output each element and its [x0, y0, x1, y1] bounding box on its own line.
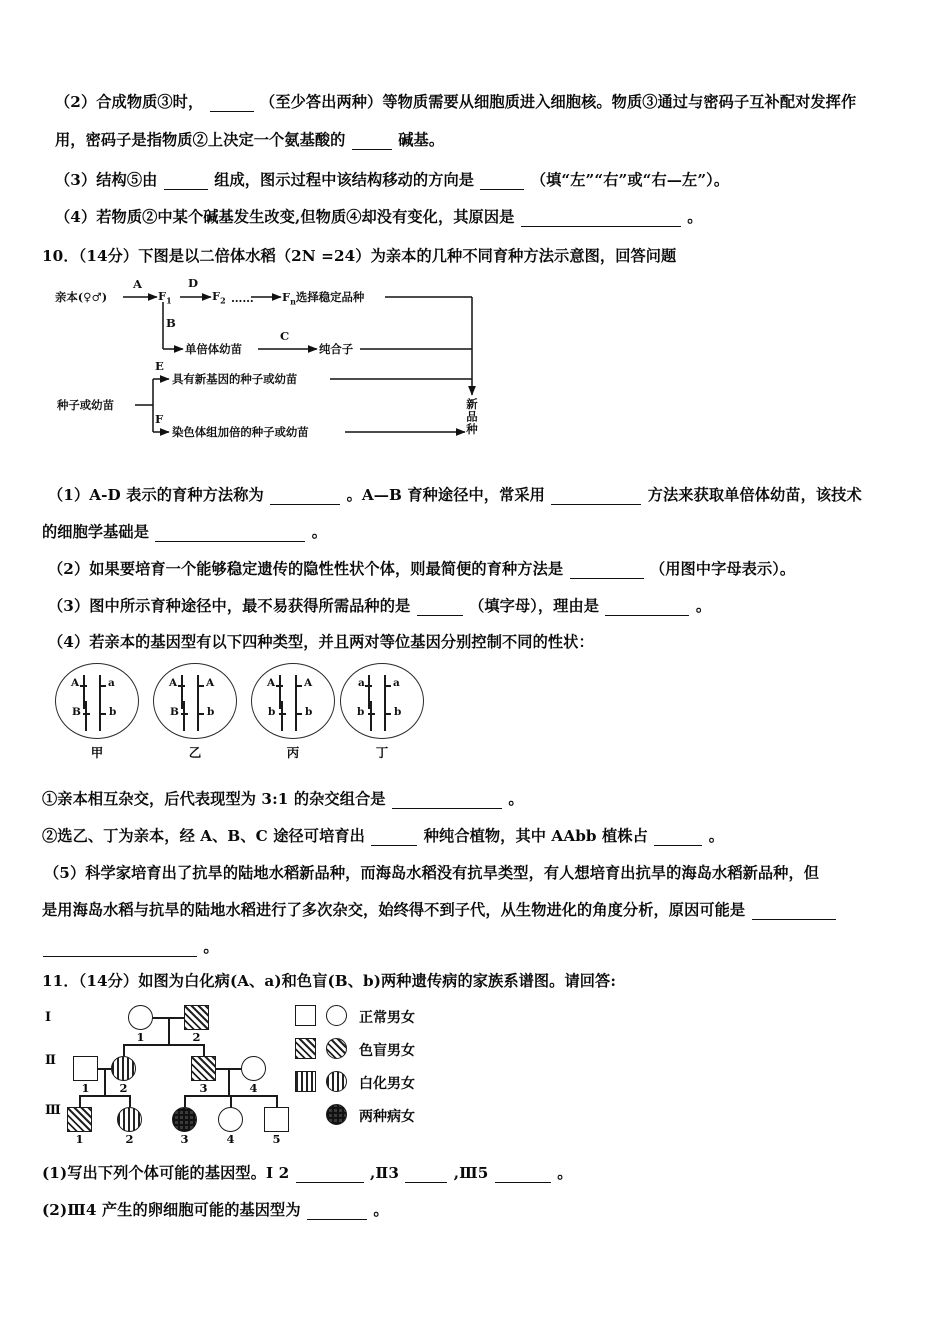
cell-caption: 乙: [188, 745, 202, 760]
chromatid: [370, 701, 372, 731]
pedigree-id-II-2: 2: [119, 1081, 128, 1095]
q11-item1-text-c: ,Ⅲ5: [453, 1164, 489, 1182]
q10-item5-line2: [42, 900, 837, 920]
allele-label: B: [170, 706, 179, 718]
diagram-arrow-e-label: E: [155, 359, 164, 373]
sibship-drop: [79, 1095, 81, 1107]
q10-stem: [42, 246, 676, 266]
diagram-seed-or-seedling: 种子或幼苗: [57, 398, 114, 412]
sibship-drop: [203, 1044, 205, 1056]
q10-sub2-text-b: 种纯合植物，其中 AAbb 植株占: [423, 827, 648, 845]
sibship-drop: [123, 1044, 125, 1056]
q11-item2-text-b: 。: [373, 1201, 389, 1219]
q11-item1-text-d: 。: [557, 1164, 573, 1182]
allele-label: b: [357, 706, 365, 718]
diagram-arrow-c-label: C: [280, 329, 290, 343]
legend-circle-albino: [326, 1071, 347, 1092]
answer-blank[interactable]: [521, 212, 681, 227]
chromatid: [281, 701, 283, 731]
pedigree-individual-I-2[interactable]: [184, 1005, 209, 1030]
chromosome-cell-yi: [153, 663, 241, 768]
chromatid: [85, 701, 87, 731]
centromere: [295, 713, 302, 715]
centromere: [197, 713, 204, 715]
diagram-fn: [282, 289, 364, 306]
answer-blank[interactable]: [296, 1168, 364, 1183]
chromosome-cell-ding: [340, 663, 428, 768]
chromosome-cell-diagrams: [55, 663, 455, 768]
pedigree-individual-I-1[interactable]: [128, 1005, 153, 1030]
legend-circle-both: [326, 1104, 347, 1125]
diagram-ellipsis: ……: [231, 291, 254, 305]
q9-item3: [55, 170, 729, 190]
q9-item3-text-b: 组成，图示过程中该结构移动的方向是: [214, 171, 475, 189]
sibship-drop: [129, 1095, 131, 1107]
legend-circle-normal: [326, 1005, 347, 1026]
centromere: [197, 685, 204, 687]
pedigree-individual-III-4[interactable]: [218, 1107, 243, 1132]
pedigree-id-I-1: 1: [136, 1030, 145, 1044]
cell-caption: 甲: [90, 745, 104, 760]
q9-item4-text-b: 。: [687, 208, 703, 226]
q10-item4-text: （4）若亲本的基因型有以下四种类型，并且两对等位基因分别控制不同的性状：: [48, 633, 594, 651]
answer-blank[interactable]: [164, 175, 208, 190]
answer-blank[interactable]: [43, 942, 197, 957]
generation-label-I: Ⅰ: [45, 1010, 52, 1025]
chromatid: [295, 701, 297, 731]
q10-item3-text-a: （3）图中所示育种途径中，最不易获得所需品种的是: [48, 597, 411, 615]
cell-membrane: [340, 663, 424, 739]
allele-label: B: [72, 706, 81, 718]
answer-blank[interactable]: [654, 831, 702, 846]
q10-item3-text-c: 。: [695, 597, 712, 615]
pedigree-id-III-2: 2: [125, 1132, 134, 1146]
centromere: [99, 713, 106, 715]
q10-sub1: [42, 789, 524, 809]
allele-label: a: [108, 677, 115, 689]
q10-item1-text-a: （1）A-D 表示的育种方法称为: [48, 486, 264, 504]
q10-sub1-text-b: 。: [508, 790, 524, 808]
q11-item2: [42, 1200, 389, 1220]
centromere: [178, 685, 185, 687]
cell-membrane: [153, 663, 237, 739]
chromatid: [183, 701, 185, 731]
q10-number: 10．: [42, 247, 79, 265]
answer-blank[interactable]: [352, 135, 392, 150]
pedigree-individual-III-5[interactable]: [264, 1107, 289, 1132]
allele-label: A: [206, 677, 215, 689]
generation-label-III: Ⅲ: [45, 1103, 61, 1118]
allele-label: b: [207, 706, 215, 718]
pedigree-id-III-4: 4: [226, 1132, 235, 1146]
allele-label: A: [304, 677, 313, 689]
diagram-haploid-seedling: 单倍体幼苗: [185, 342, 242, 356]
centromere: [99, 685, 106, 687]
f2-letter: F: [212, 289, 221, 303]
sibship-drop: [184, 1095, 186, 1107]
answer-blank[interactable]: [480, 175, 524, 190]
q9-item2-line2: [55, 130, 444, 150]
q11-number: 11．: [42, 972, 79, 990]
diagram-homozygote: 纯合子: [319, 342, 354, 356]
q10-item2-text-a: （2）如果要培育一个能够稳定遗传的隐性性状个体，则最简便的育种方法是: [48, 560, 564, 578]
pedigree-individual-III-3[interactable]: [172, 1107, 197, 1132]
chromatid: [384, 701, 386, 731]
chromatid: [197, 701, 199, 731]
diagram-arrow-a-label: A: [133, 277, 142, 291]
diagram-doubled-chromosome-seed: 染色体组加倍的种子或幼苗: [172, 425, 309, 439]
pedigree-id-I-2: 2: [192, 1030, 201, 1044]
answer-blank[interactable]: [270, 490, 340, 505]
allele-label: A: [71, 677, 80, 689]
q10-item3-text-b: （填字母），理由是: [469, 597, 600, 615]
q10-item1-text-b: 。A—B 育种途径中，常采用: [346, 486, 545, 504]
legend-label-colorblind: 色盲男女: [359, 1043, 415, 1059]
q11-stem-text: 如图为白化病(A、a)和色盲(B、b)两种遗传病的家族系谱图。请回答:: [138, 972, 617, 990]
pedigree-id-II-4: 4: [249, 1081, 258, 1095]
allele-label: a: [358, 677, 365, 689]
pedigree-individual-II-3[interactable]: [191, 1056, 216, 1081]
sibship-drop: [276, 1095, 278, 1107]
f1-subscript: 1: [166, 295, 172, 306]
descent-line: [168, 1017, 170, 1044]
q9-item2-text-c: 用，密码子是指物质②上决定一个氨基酸的: [55, 131, 346, 149]
sibship-drop: [230, 1095, 232, 1107]
centromere: [368, 713, 375, 715]
answer-blank[interactable]: [210, 97, 254, 112]
q11-item1: [42, 1163, 573, 1183]
q9-item3-text-c: （填“左”“右”或“右—左”）。: [530, 171, 730, 189]
q9-item4-text-a: （4）若物质②中某个碱基发生改变,但物质④却没有变化，其原因是: [55, 208, 515, 226]
centromere: [384, 685, 391, 687]
diagram-stable-variety-text: 选择稳定品种: [295, 290, 365, 304]
centromere: [276, 685, 283, 687]
legend-label-both: 两种病女: [359, 1109, 415, 1125]
allele-label: a: [393, 677, 400, 689]
pedigree-id-II-1: 1: [81, 1081, 90, 1095]
diagram-arrow-b-label: B: [166, 316, 176, 330]
allele-label: b: [305, 706, 313, 718]
q10-item1-text-e: 。: [311, 523, 328, 541]
q10-item2-text-b: （用图中字母表示）。: [649, 560, 796, 578]
q10-sub2: [42, 826, 724, 846]
q10-item5-line3: [42, 937, 219, 957]
legend-square-colorblind: [295, 1038, 316, 1059]
answer-blank[interactable]: [307, 1205, 367, 1220]
q10-item5-text-b: 是用海岛水稻与抗旱的陆地水稻进行了多次杂交，始终得不到子代，从生物进化的角度分析，原因可能是: [42, 901, 746, 919]
answer-blank[interactable]: [570, 564, 644, 579]
diagram-arrow-d-label: D: [188, 276, 199, 290]
q10-item1-line1: [48, 485, 862, 505]
q11-item1-text-a: (1)写出下列个体可能的基因型。Ⅰ 2: [42, 1164, 290, 1182]
sibship-line: [79, 1095, 129, 1097]
cell-membrane: [251, 663, 335, 739]
q11-stem: [42, 971, 616, 991]
q10-item2: [48, 559, 795, 579]
diagram-f2: [212, 289, 226, 305]
pedigree-id-III-3: 3: [180, 1132, 189, 1146]
pedigree-individual-III-2[interactable]: [117, 1107, 142, 1132]
answer-blank[interactable]: [495, 1168, 551, 1183]
legend-square-normal: [295, 1005, 316, 1026]
pedigree-individual-II-4[interactable]: [241, 1056, 266, 1081]
centromere: [295, 685, 302, 687]
q10-score: （14分）: [78, 247, 139, 265]
centromere: [365, 685, 372, 687]
q11-score: （14分）: [78, 972, 139, 990]
centromere: [83, 713, 90, 715]
pedigree-individual-II-2[interactable]: [111, 1056, 136, 1081]
centromere: [80, 685, 87, 687]
cell-membrane: [55, 663, 139, 739]
q10-item4: [48, 632, 594, 652]
answer-blank[interactable]: [551, 490, 641, 505]
q10-item3: [48, 596, 711, 616]
q11-item2-text-a: (2)Ⅲ4 产生的卵细胞可能的基因型为: [42, 1201, 301, 1219]
sibship-line: [123, 1044, 205, 1046]
answer-blank[interactable]: [155, 527, 305, 542]
q9-item4: [55, 207, 702, 227]
q9-item3-text-a: （3）结构⑤由: [55, 171, 158, 189]
chromatid: [99, 701, 101, 731]
q10-sub1-text-a: ①亲本相互杂交，后代表现型为 3:1 的杂交组合是: [42, 790, 386, 808]
q9-item2-text-b: （至少答出两种）等物质需要从细胞质进入细胞核。物质③通过与密码子互补配对发挥作: [260, 93, 857, 111]
allele-label: b: [268, 706, 276, 718]
answer-blank[interactable]: [405, 1168, 447, 1183]
centromere: [384, 713, 391, 715]
q10-item5-line1: [44, 863, 819, 883]
legend-circle-colorblind: [326, 1038, 347, 1059]
q10-item1-line2: [42, 522, 327, 542]
generation-label-II: Ⅱ: [45, 1053, 56, 1068]
f2-subscript: 2: [220, 295, 226, 306]
q10-item1-text-c: 方法来获取单倍体幼苗，该技术: [647, 486, 862, 504]
q10-item5-text-a: （5）科学家培育出了抗旱的陆地水稻新品种，而海岛水稻没有抗旱类型，有人想培育出抗旱的海岛水稻新品种，但: [44, 864, 820, 882]
pedigree-individual-III-1[interactable]: [67, 1107, 92, 1132]
q10-sub2-text-c: 。: [708, 827, 724, 845]
centromere: [279, 713, 286, 715]
diagram-f1: [158, 289, 172, 305]
q9-item2-text-a: （2）合成物质③时，: [55, 93, 204, 111]
pedigree-id-III-5: 5: [272, 1132, 281, 1146]
legend-label-normal: 正常男女: [359, 1010, 415, 1026]
q10-item1-text-d: 的细胞学基础是: [42, 523, 150, 541]
answer-blank[interactable]: [417, 601, 463, 616]
fn-letter: F: [282, 290, 291, 304]
answer-blank[interactable]: [752, 905, 836, 920]
legend-square-albino: [295, 1071, 316, 1092]
chromosome-cell-jia: [55, 663, 143, 768]
descent-line: [104, 1068, 106, 1095]
answer-blank[interactable]: [371, 831, 417, 846]
q9-item2-text-d: 碱基。: [398, 131, 445, 149]
diagram-parent-label: 亲本(♀♂): [55, 290, 108, 304]
pedigree-individual-II-1[interactable]: [73, 1056, 98, 1081]
descent-line: [228, 1068, 230, 1095]
q9-item2-line1: [55, 92, 856, 112]
cell-caption: 丁: [375, 745, 389, 760]
f1-letter: F: [158, 289, 167, 303]
answer-blank[interactable]: [392, 794, 502, 809]
cell-caption: 丙: [286, 745, 300, 760]
legend-label-albino: 白化男女: [359, 1076, 415, 1092]
centromere: [181, 713, 188, 715]
q10-stem-text: 下图是以二倍体水稻（2N =24）为亲本的几种不同育种方法示意图，回答问题: [138, 247, 677, 265]
q11-item1-text-b: ,Ⅱ3: [370, 1164, 399, 1182]
allele-label: A: [267, 677, 276, 689]
pedigree-id-III-1: 1: [75, 1132, 84, 1146]
diagram-arrow-f-label: F: [155, 412, 164, 426]
answer-blank[interactable]: [605, 601, 689, 616]
allele-label: b: [394, 706, 402, 718]
allele-label: b: [109, 706, 117, 718]
allele-label: A: [169, 677, 178, 689]
pedigree-id-II-3: 3: [199, 1081, 208, 1095]
pedigree-legend: [295, 1005, 475, 1145]
fn-subscript: n: [290, 296, 296, 307]
diagram-new-variety: 新品种: [465, 398, 479, 436]
q10-item5-text-c: 。: [203, 938, 219, 956]
q10-sub2-text-a: ②选乙、丁为亲本，经 A、B、C 途径可培育出: [42, 827, 365, 845]
chromosome-cell-bing: [251, 663, 339, 768]
diagram-new-gene-seed: 具有新基因的种子或幼苗: [172, 372, 298, 386]
breeding-methods-diagram: [55, 275, 515, 460]
